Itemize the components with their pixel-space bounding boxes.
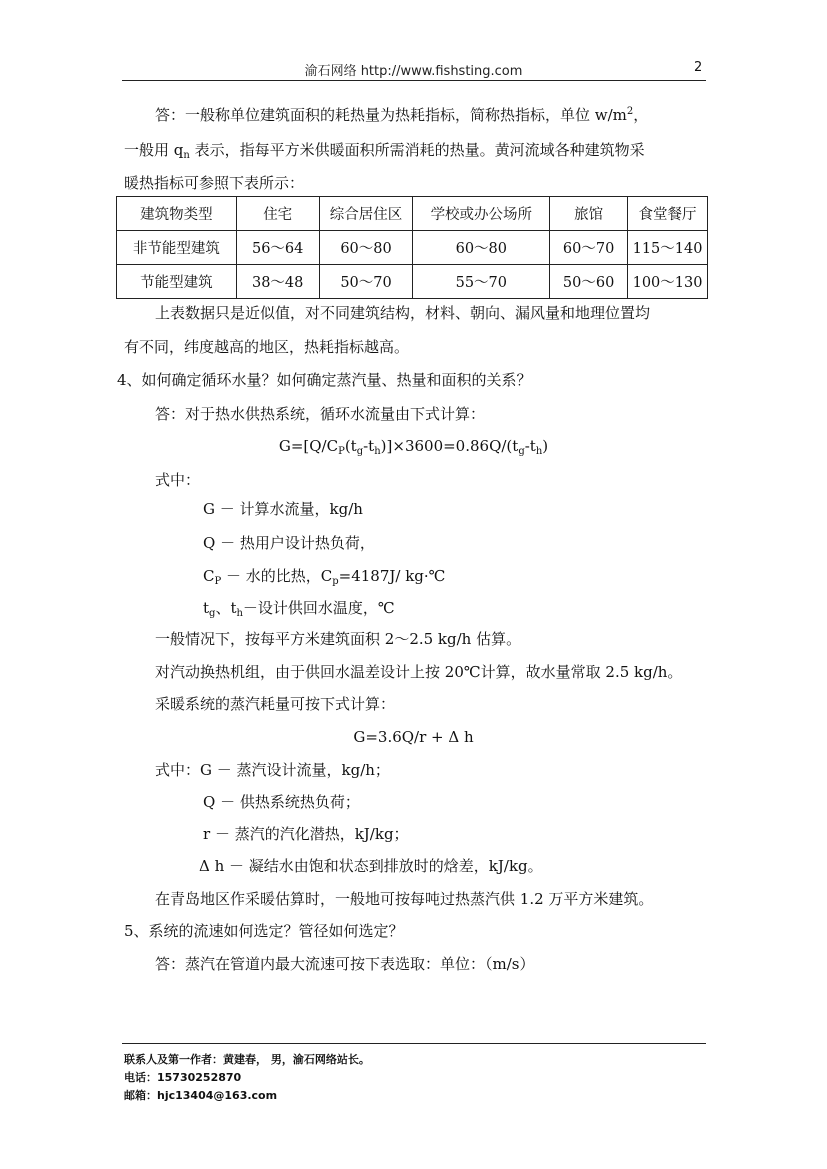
- q5-question: 5、系统的流速如何选定？管径如何选定？: [124, 922, 404, 940]
- table-cell: 50～60: [550, 265, 628, 299]
- table-header-cell: 综合居住区: [319, 197, 413, 231]
- table-header-cell: 住宅: [236, 197, 319, 231]
- table-row: [117, 265, 708, 299]
- table-cell: 55～70: [413, 265, 550, 299]
- table-header-cell: 旅馆: [550, 197, 628, 231]
- water-flow-formula: $G=[Q/C_P(t_g-t_h)]\times 3600=0.86Q/(t_g-t_h)$: [278, 437, 549, 457]
- steam-def-dh: Δ h － 凝结水由饱和状态到排放时的焓差，kJ/kg。: [199, 857, 543, 875]
- q5-answer: 答：蒸汽在管道内最大流速可按下表选取：单位：（m/s）: [155, 955, 535, 973]
- note-line2: 有不同，纬度越高的地区，热耗指标越高。: [124, 338, 410, 356]
- table-cell: 38～48: [236, 265, 319, 299]
- heat-index-table: [116, 196, 708, 299]
- table-cell: 60～70: [550, 231, 628, 265]
- table-cell: 非节能型建筑: [117, 231, 237, 265]
- qingdao-estimate: 在青岛地区作采暖估算时，一般地可按每吨过热蒸汽供 1.2 万平方米建筑。: [155, 890, 654, 908]
- answer1-line1: 答：一般称单位建筑面积的耗热量为热耗指标，简称热指标，单位 $w/m^2$，: [155, 106, 649, 124]
- steam-def-r: r － 蒸汽的汽化潜热，kJ/kg；: [203, 825, 409, 843]
- footer-contact: 联系人及第一作者：黄建春， 男，渝石网络站长。: [124, 1053, 370, 1066]
- page-number: 2: [694, 60, 703, 75]
- where-label: 式中：: [155, 471, 201, 489]
- steam-formula: G=3.6Q/r + Δ h: [353, 728, 474, 746]
- page-header: [0, 60, 827, 80]
- note-line1: 上表数据只是近似值，对不同建筑结构，材料、朝向、漏风量和地理位置均: [155, 304, 651, 322]
- table-row: [117, 231, 708, 265]
- table-cell: 100～130: [628, 265, 708, 299]
- def-t: $t_g$、$t_h-$设计供回水温度，℃: [203, 599, 395, 619]
- table-cell: 60～80: [319, 231, 413, 265]
- steam-def-g: 式中：G － 蒸汽设计流量，kg/h；: [155, 761, 390, 779]
- table-cell: 115～140: [628, 231, 708, 265]
- table-header-cell: 食堂餐厅: [628, 197, 708, 231]
- footer-email: 邮箱：hjc13404@163.com: [124, 1089, 278, 1102]
- steam-intro: 采暖系统的蒸汽耗量可按下式计算：: [155, 695, 396, 713]
- def-cp: $C_P$ － 水的比热，$C_p=4187J/$ kg·℃: [203, 567, 446, 587]
- footer-phone: 电话：15730252870: [124, 1071, 242, 1084]
- header-title: 渝石网络 http://www.fishsting.com: [304, 64, 523, 79]
- steam-def-q: Q － 供热系统热负荷；: [203, 793, 360, 811]
- q4-question: 4、如何确定循环水量？如何确定蒸汽量、热量和面积的关系？: [117, 371, 532, 389]
- table-cell: 56～64: [236, 231, 319, 265]
- estimate-line1: 一般情况下，按每平方米建筑面积 2～2.5 kg/h 估算。: [155, 630, 522, 648]
- header-rule: [122, 80, 706, 81]
- q4-answer: 答：对于热水供热系统，循环水流量由下式计算：: [155, 405, 486, 423]
- table-cell: 60～80: [413, 231, 550, 265]
- footer-rule: [122, 1043, 706, 1044]
- estimate-line2: 对汽动换热机组，由于供回水温差设计上按 20℃计算，故水量常取 2.5 kg/h。: [155, 663, 683, 681]
- table-header-cell: 建筑物类型: [117, 197, 237, 231]
- table-cell: 50～70: [319, 265, 413, 299]
- answer1-line2: 一般用 $q_n$ 表示，指每平方米供暖面积所需消耗的热量。黄河流域各种建筑物采: [124, 141, 645, 161]
- def-q: Q － 热用户设计热负荷，: [203, 534, 375, 552]
- table-cell: 节能型建筑: [117, 265, 237, 299]
- def-g: G － 计算水流量，kg/h: [203, 500, 363, 518]
- table-header-row: [117, 197, 708, 231]
- answer1-line3: 暖热指标可参照下表所示：: [124, 174, 305, 192]
- table-header-cell: 学校或办公场所: [413, 197, 550, 231]
